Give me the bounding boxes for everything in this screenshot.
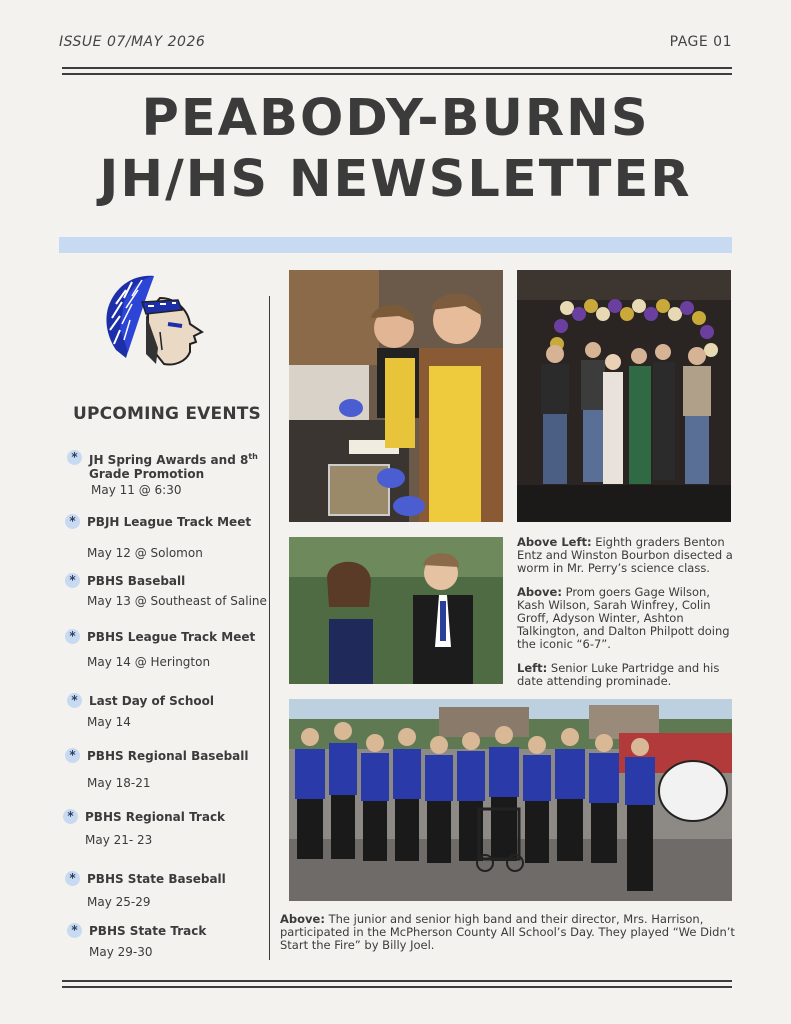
- newsletter-title: [40, 88, 751, 210]
- event-date: May 18-21: [87, 776, 151, 790]
- event-date: May 14 @ Herington: [87, 655, 211, 669]
- event-date: May 25-29: [87, 895, 151, 909]
- event-title-text: JH Spring Awards and 8: [89, 453, 249, 467]
- photo-prom-couple: [289, 537, 503, 684]
- caption-label: Above:: [517, 585, 562, 599]
- page-number: PAGE 01: [669, 34, 732, 50]
- caption-label: Above Left:: [517, 535, 592, 549]
- event-title: PBHS Baseball: [87, 574, 186, 588]
- caption-text: The junior and senior high band and their director, Mrs. Harrison, participated in the McPherson County All School’s Day. They played “We Didn’t Start the Fire” by Billy Joel.: [280, 912, 735, 952]
- caption-label: Above:: [280, 912, 325, 926]
- bottom-rule-1: [62, 980, 732, 982]
- title-line-2: JH/HS NEWSLETTER: [99, 150, 692, 209]
- event-title: PBJH League Track Meet: [87, 515, 252, 529]
- column-divider: [269, 296, 270, 960]
- event-title: Last Day of School: [89, 694, 215, 708]
- event-title: PBHS State Baseball: [87, 872, 226, 886]
- asterisk-icon: *: [67, 450, 82, 465]
- top-rule-1: [62, 67, 732, 69]
- event-date: May 14: [87, 715, 131, 729]
- indian-head-mascot-logo-icon: [102, 268, 206, 372]
- bottom-rule-2: [62, 986, 732, 988]
- asterisk-icon: *: [65, 629, 80, 644]
- event-date: May 12 @ Solomon: [87, 546, 203, 560]
- top-rule-2: [62, 73, 732, 75]
- caption-text: Eighth graders Benton Entz and Winston Bourbon disected a worm in Mr. Perry’s science class.: [517, 535, 733, 575]
- caption-label: Left:: [517, 661, 548, 675]
- caption-text: Senior Luke Partridge and his date attending prominade.: [517, 661, 720, 688]
- accent-band: [59, 237, 732, 253]
- upcoming-events-heading: UPCOMING EVENTS: [73, 404, 261, 424]
- asterisk-icon: *: [63, 809, 78, 824]
- event-title: PBHS Regional Baseball: [87, 749, 249, 763]
- event-date: May 29-30: [89, 945, 153, 959]
- caption-above-left: [517, 536, 737, 575]
- asterisk-icon: *: [65, 748, 80, 763]
- asterisk-icon: *: [67, 693, 82, 708]
- mascot-logo: [102, 268, 206, 372]
- event-date: May 11 @ 6:30: [91, 483, 182, 497]
- title-line-1: PEABODY-BURNS: [141, 89, 650, 148]
- caption-text: Prom goers Gage Wilson, Kash Wilson, Sarah Winfrey, Colin Groff, Adyson Winter, Ashton Talkington, and Dalton Philpott doing the iconic “6-7”.: [517, 585, 730, 651]
- event-title: PBHS League Track Meet: [87, 630, 256, 644]
- caption-above: [517, 586, 737, 651]
- event-date: May 21- 23: [85, 833, 153, 847]
- event-title-text-2: Grade Promotion: [89, 467, 205, 481]
- asterisk-icon: *: [67, 923, 82, 938]
- event-title-sup: th: [248, 452, 258, 461]
- asterisk-icon: *: [65, 573, 80, 588]
- photo-science-class: [289, 270, 503, 522]
- event-title: PBHS State Track: [89, 924, 207, 938]
- photo-prom-group: [517, 270, 731, 522]
- asterisk-icon: *: [65, 514, 80, 529]
- event-title: PBHS Regional Track: [85, 810, 226, 824]
- issue-label: ISSUE 07/MAY 2026: [59, 34, 206, 50]
- event-date: May 13 @ Southeast of Saline: [87, 594, 267, 608]
- caption-left: [517, 662, 737, 688]
- photo-band: [289, 699, 732, 901]
- caption-band: [280, 913, 735, 952]
- event-title: [89, 450, 259, 481]
- asterisk-icon: *: [65, 871, 80, 886]
